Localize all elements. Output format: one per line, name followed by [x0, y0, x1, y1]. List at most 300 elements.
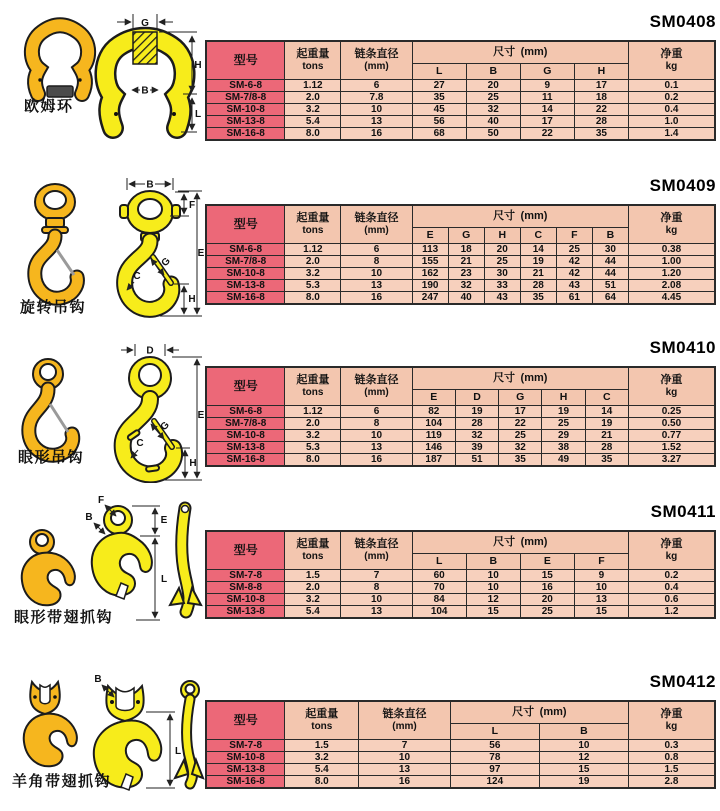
- column-header-dim: B: [466, 64, 520, 80]
- cell-value: 5.4: [285, 764, 359, 776]
- column-header-capacity: 起重量 tons: [285, 41, 341, 80]
- cell-value: 104: [412, 418, 455, 430]
- cell-value: 11: [520, 92, 574, 104]
- cell-value: 22: [574, 104, 628, 116]
- cell-value: 190: [412, 280, 448, 292]
- table-row: [206, 740, 715, 752]
- cell-value: 1.12: [285, 406, 341, 418]
- table-row: [206, 80, 715, 92]
- cell-value: 6: [341, 244, 412, 256]
- table-row: [206, 268, 715, 280]
- cell-value: 84: [412, 594, 466, 606]
- cell-value: 3.2: [285, 752, 359, 764]
- table-row: [206, 104, 715, 116]
- cell-model: SM-7-8: [206, 570, 285, 582]
- cell-value: 16: [359, 776, 451, 789]
- cell-value: 0.50: [628, 418, 715, 430]
- column-header-dim: F: [574, 554, 628, 570]
- cell-value: 187: [412, 454, 455, 467]
- cell-model: SM-10-8: [206, 104, 285, 116]
- column-header-net-weight: 净重 kg: [628, 701, 715, 740]
- cell-value: 0.4: [628, 104, 715, 116]
- cell-model: SM-16-8: [206, 776, 285, 789]
- cell-model: SM-13-8: [206, 442, 285, 454]
- dim-label-b: B: [146, 179, 154, 191]
- cell-value: 39: [455, 442, 498, 454]
- cell-model: SM-16-8: [206, 128, 285, 141]
- column-header-capacity: 起重量 tons: [285, 367, 341, 406]
- column-header-dim: L: [412, 554, 466, 570]
- cell-model: SM-6-8: [206, 406, 285, 418]
- cell-model: SM-16-8: [206, 292, 285, 305]
- column-header-dim: L: [412, 64, 466, 80]
- column-header-dim: E: [412, 228, 448, 244]
- spec-table: [205, 40, 716, 141]
- cell-value: 13: [341, 442, 412, 454]
- cell-model: SM-7-8: [206, 740, 285, 752]
- cell-value: 104: [412, 606, 466, 619]
- spec-table: [205, 366, 716, 467]
- illustration-pane: [0, 326, 205, 490]
- table-row: [206, 764, 715, 776]
- cell-value: 30: [484, 268, 520, 280]
- cell-value: 13: [341, 116, 412, 128]
- product-code: SM0409: [649, 176, 716, 195]
- column-header-size: 尺寸 (mm): [412, 367, 628, 390]
- cell-value: 10: [341, 104, 412, 116]
- cell-value: 6: [341, 80, 412, 92]
- cell-value: 28: [455, 418, 498, 430]
- cell-model: SM-6-8: [206, 244, 285, 256]
- cell-value: 14: [585, 406, 628, 418]
- cell-value: 1.2: [628, 606, 715, 619]
- cell-value: 17: [499, 406, 542, 418]
- cell-value: 32: [499, 442, 542, 454]
- cell-value: 16: [341, 128, 412, 141]
- illustration-pane: [0, 490, 205, 660]
- cell-value: 13: [359, 764, 451, 776]
- product-name-label: 欧姆环: [24, 98, 74, 115]
- cell-value: 10: [466, 582, 520, 594]
- cell-value: 2.0: [285, 256, 341, 268]
- illustration-pane: [0, 164, 205, 326]
- column-header-model: 型号: [206, 205, 285, 244]
- column-header-chain-diameter: 链条直径 (mm): [341, 205, 412, 244]
- cell-value: 5.4: [285, 116, 341, 128]
- clevis-grab-hook-3d-render: [24, 682, 77, 766]
- cell-value: 8.0: [285, 454, 341, 467]
- cell-value: 56: [412, 116, 466, 128]
- column-header-model: 型号: [206, 531, 285, 570]
- cell-value: 33: [484, 280, 520, 292]
- cell-value: 22: [520, 128, 574, 141]
- cell-value: 56: [450, 740, 539, 752]
- cell-value: 19: [539, 776, 628, 789]
- table-row: [206, 594, 715, 606]
- cell-value: 28: [574, 116, 628, 128]
- eye-grab-hook-diagram: [85, 495, 167, 620]
- column-header-capacity: 起重量 tons: [285, 531, 341, 570]
- cell-value: 119: [412, 430, 455, 442]
- cell-value: 25: [542, 418, 585, 430]
- section-sm0411: [0, 490, 720, 660]
- cell-value: 21: [585, 430, 628, 442]
- cell-value: 10: [359, 752, 451, 764]
- cell-value: 49: [542, 454, 585, 467]
- column-header-size: 尺寸 (mm): [412, 41, 628, 64]
- cell-value: 2.08: [628, 280, 715, 292]
- cell-model: SM-13-8: [206, 116, 285, 128]
- dim-label-c: C: [133, 271, 141, 282]
- cell-value: 51: [592, 280, 628, 292]
- cell-value: 3.2: [285, 430, 341, 442]
- dim-label-g: G: [159, 255, 173, 269]
- spec-table: [205, 204, 716, 305]
- cell-value: 0.38: [628, 244, 715, 256]
- cell-value: 5.3: [285, 280, 341, 292]
- cell-value: 20: [466, 80, 520, 92]
- cell-value: 3.2: [285, 268, 341, 280]
- cell-value: 44: [592, 268, 628, 280]
- eye-grab-hook-3d-render: [22, 530, 75, 605]
- column-header-dim: E: [520, 554, 574, 570]
- cell-value: 43: [484, 292, 520, 305]
- column-header-capacity: 起重量 tons: [285, 701, 359, 740]
- dim-label-c: C: [136, 438, 144, 449]
- table-row: [206, 92, 715, 104]
- table-row: [206, 244, 715, 256]
- dim-label-e: E: [197, 410, 205, 421]
- cell-value: 32: [448, 280, 484, 292]
- product-name-label: 羊角带翅抓钩: [12, 773, 112, 790]
- dim-label-e: E: [197, 248, 205, 259]
- cell-value: 10: [341, 594, 412, 606]
- cell-model: SM-7/8-8: [206, 92, 285, 104]
- table-row: [206, 280, 715, 292]
- cell-value: 9: [574, 570, 628, 582]
- cell-value: 5.4: [285, 606, 341, 619]
- column-header-size: 尺寸 (mm): [412, 205, 628, 228]
- section-sm0412: [0, 660, 720, 811]
- cell-value: 20: [520, 594, 574, 606]
- column-header-model: 型号: [206, 701, 285, 740]
- table-row: [206, 406, 715, 418]
- cell-value: 97: [450, 764, 539, 776]
- column-header-dim: C: [585, 390, 628, 406]
- cell-value: 3.2: [285, 104, 341, 116]
- product-code: SM0412: [649, 672, 716, 691]
- cell-value: 9: [520, 80, 574, 92]
- cell-value: 0.77: [628, 430, 715, 442]
- cell-value: 8.0: [285, 292, 341, 305]
- dim-label-f: F: [97, 495, 105, 506]
- cell-value: 29: [542, 430, 585, 442]
- cell-value: 43: [556, 280, 592, 292]
- cell-value: 25: [466, 92, 520, 104]
- column-header-size: 尺寸 (mm): [412, 531, 628, 554]
- cell-value: 38: [542, 442, 585, 454]
- cell-value: 2.0: [285, 418, 341, 430]
- table-row: [206, 256, 715, 268]
- cell-value: 10: [539, 740, 628, 752]
- cell-value: 82: [412, 406, 455, 418]
- eye-grab-hook-side-view: [170, 506, 201, 613]
- cell-value: 32: [455, 430, 498, 442]
- column-header-dim: E: [412, 390, 455, 406]
- swivel-hook-3d-render: [35, 184, 78, 298]
- dim-label-h: H: [194, 60, 202, 71]
- cell-value: 0.8: [628, 752, 715, 764]
- cell-value: 10: [574, 582, 628, 594]
- cell-value: 21: [448, 256, 484, 268]
- cell-value: 18: [574, 92, 628, 104]
- cell-value: 14: [520, 244, 556, 256]
- cell-value: 0.3: [628, 740, 715, 752]
- cell-model: SM-8-8: [206, 582, 285, 594]
- column-header-dim: L: [450, 724, 539, 740]
- cell-value: 1.5: [285, 740, 359, 752]
- cell-value: 0.25: [628, 406, 715, 418]
- table-row: [206, 606, 715, 619]
- cell-value: 162: [412, 268, 448, 280]
- cell-value: 7: [359, 740, 451, 752]
- cell-value: 61: [556, 292, 592, 305]
- cell-value: 16: [520, 582, 574, 594]
- omega-link-diagram: [105, 14, 201, 132]
- cell-value: 0.2: [628, 92, 715, 104]
- table-row: [206, 418, 715, 430]
- cell-value: 42: [556, 256, 592, 268]
- column-header-dim: H: [484, 228, 520, 244]
- cell-value: 1.20: [628, 268, 715, 280]
- clevis-grab-hook-side-view: [175, 681, 203, 784]
- cell-value: 3.27: [628, 454, 715, 467]
- cell-value: 35: [585, 454, 628, 467]
- cell-value: 15: [520, 570, 574, 582]
- column-header-dim: H: [542, 390, 585, 406]
- cell-value: 2.8: [628, 776, 715, 789]
- cell-value: 12: [466, 594, 520, 606]
- cell-value: 1.4: [628, 128, 715, 141]
- cell-value: 8.0: [285, 128, 341, 141]
- column-header-capacity: 起重量 tons: [285, 205, 341, 244]
- cell-value: 78: [450, 752, 539, 764]
- omega-link-3d-render: [32, 25, 88, 97]
- cell-value: 1.12: [285, 80, 341, 92]
- illustration-pane: [0, 660, 205, 811]
- cell-value: 64: [592, 292, 628, 305]
- cell-model: SM-16-8: [206, 454, 285, 467]
- cell-value: 2.0: [285, 92, 341, 104]
- cell-value: 70: [412, 582, 466, 594]
- column-header-dim: G: [448, 228, 484, 244]
- cell-value: 25: [484, 256, 520, 268]
- dim-label-h: H: [189, 458, 197, 469]
- cell-value: 23: [448, 268, 484, 280]
- dim-label-b: B: [94, 674, 102, 685]
- cell-value: 21: [520, 268, 556, 280]
- cell-value: 1.00: [628, 256, 715, 268]
- product-code: SM0411: [650, 502, 716, 521]
- cell-value: 10: [341, 268, 412, 280]
- cell-value: 19: [585, 418, 628, 430]
- cell-value: 15: [539, 764, 628, 776]
- cell-value: 14: [520, 104, 574, 116]
- cell-model: SM-7/8-8: [206, 418, 285, 430]
- dim-label-h: H: [188, 294, 196, 305]
- cell-value: 5.3: [285, 442, 341, 454]
- cell-value: 45: [412, 104, 466, 116]
- dim-label-b: B: [85, 512, 93, 523]
- table-row: [206, 292, 715, 305]
- chain-cross-section-hatch: [133, 32, 157, 64]
- cell-value: 42: [556, 268, 592, 280]
- product-name-label: 眼形带翅抓钩: [14, 609, 114, 626]
- dim-label-d: D: [146, 345, 154, 357]
- cell-value: 1.5: [628, 764, 715, 776]
- cell-value: 68: [412, 128, 466, 141]
- cell-model: SM-13-8: [206, 606, 285, 619]
- cell-value: 8: [341, 582, 412, 594]
- cell-value: 27: [412, 80, 466, 92]
- column-header-dim: C: [520, 228, 556, 244]
- column-header-dim: B: [539, 724, 628, 740]
- omega-link-illustration: [0, 6, 205, 146]
- section-sm0409: [0, 164, 720, 326]
- cell-value: 19: [520, 256, 556, 268]
- cell-value: 6: [341, 406, 412, 418]
- cell-value: 16: [341, 454, 412, 467]
- cell-value: 247: [412, 292, 448, 305]
- cell-model: SM-13-8: [206, 280, 285, 292]
- cell-value: 10: [341, 430, 412, 442]
- cell-value: 7.8: [341, 92, 412, 104]
- cell-value: 20: [484, 244, 520, 256]
- column-header-dim: F: [556, 228, 592, 244]
- product-name-label: 眼形吊钩: [18, 449, 85, 466]
- cell-value: 4.45: [628, 292, 715, 305]
- dim-label-g: G: [158, 419, 172, 433]
- cell-value: 0.2: [628, 570, 715, 582]
- cell-model: SM-10-8: [206, 430, 285, 442]
- cell-value: 8: [341, 256, 412, 268]
- column-header-chain-diameter: 链条直径 (mm): [359, 701, 451, 740]
- column-header-net-weight: 净重 kg: [628, 367, 715, 406]
- table-row: [206, 442, 715, 454]
- table-row: [206, 116, 715, 128]
- cell-value: 18: [448, 244, 484, 256]
- table-row: [206, 582, 715, 594]
- cell-value: 15: [574, 606, 628, 619]
- cell-value: 146: [412, 442, 455, 454]
- cell-value: 25: [499, 430, 542, 442]
- cell-value: 0.4: [628, 582, 715, 594]
- column-header-dim: G: [520, 64, 574, 80]
- cell-value: 124: [450, 776, 539, 789]
- product-code: SM0410: [649, 338, 716, 357]
- cell-value: 1.12: [285, 244, 341, 256]
- cell-value: 19: [455, 406, 498, 418]
- cell-value: 25: [556, 244, 592, 256]
- cell-value: 113: [412, 244, 448, 256]
- dim-label-e: E: [160, 515, 168, 526]
- cell-model: SM-13-8: [206, 764, 285, 776]
- column-header-model: 型号: [206, 367, 285, 406]
- column-header-chain-diameter: 链条直径 (mm): [341, 41, 412, 80]
- cell-value: 8.0: [285, 776, 359, 789]
- cell-value: 0.1: [628, 80, 715, 92]
- cell-value: 32: [466, 104, 520, 116]
- cell-value: 13: [341, 606, 412, 619]
- cell-value: 17: [520, 116, 574, 128]
- column-header-chain-diameter: 链条直径 (mm): [341, 531, 412, 570]
- cell-model: SM-10-8: [206, 594, 285, 606]
- spec-table: [205, 530, 716, 619]
- cell-value: 17: [574, 80, 628, 92]
- column-header-model: 型号: [206, 41, 285, 80]
- column-header-net-weight: 净重 kg: [628, 531, 715, 570]
- spec-table: [205, 700, 716, 789]
- cell-value: 40: [466, 116, 520, 128]
- column-header-net-weight: 净重 kg: [628, 41, 715, 80]
- swivel-hook-diagram: [120, 178, 205, 316]
- product-code: SM0408: [649, 12, 716, 31]
- cell-value: 7: [341, 570, 412, 582]
- column-header-dim: H: [574, 64, 628, 80]
- table-row: [206, 454, 715, 467]
- table-row: [206, 752, 715, 764]
- cell-value: 30: [592, 244, 628, 256]
- cell-value: 22: [499, 418, 542, 430]
- cell-value: 44: [592, 256, 628, 268]
- cell-value: 50: [466, 128, 520, 141]
- cell-model: SM-6-8: [206, 80, 285, 92]
- column-header-size: 尺寸 (mm): [450, 701, 628, 724]
- cell-value: 19: [542, 406, 585, 418]
- cell-value: 51: [455, 454, 498, 467]
- cell-value: 3.2: [285, 594, 341, 606]
- cell-value: 25: [520, 606, 574, 619]
- cell-value: 10: [466, 570, 520, 582]
- cell-value: 0.6: [628, 594, 715, 606]
- cell-value: 13: [574, 594, 628, 606]
- dim-label-g: G: [141, 18, 149, 29]
- column-header-dim: B: [466, 554, 520, 570]
- table-row: [206, 430, 715, 442]
- cell-value: 13: [341, 280, 412, 292]
- cell-value: 35: [520, 292, 556, 305]
- cell-value: 12: [539, 752, 628, 764]
- table-row: [206, 128, 715, 141]
- cell-value: 1.5: [285, 570, 341, 582]
- dim-label-l: L: [174, 746, 182, 757]
- column-header-chain-diameter: 链条直径 (mm): [341, 367, 412, 406]
- column-header-dim: G: [499, 390, 542, 406]
- cell-value: 1.0: [628, 116, 715, 128]
- eye-hook-3d-render: [29, 359, 73, 455]
- cell-value: 8: [341, 418, 412, 430]
- cell-value: 155: [412, 256, 448, 268]
- section-sm0408: [0, 0, 720, 164]
- cell-model: SM-10-8: [206, 268, 285, 280]
- cell-value: 28: [520, 280, 556, 292]
- dim-label-f: F: [188, 200, 196, 211]
- cell-value: 60: [412, 570, 466, 582]
- table-row: [206, 776, 715, 789]
- cell-value: 16: [341, 292, 412, 305]
- cell-value: 35: [412, 92, 466, 104]
- dim-label-b: B: [141, 85, 149, 97]
